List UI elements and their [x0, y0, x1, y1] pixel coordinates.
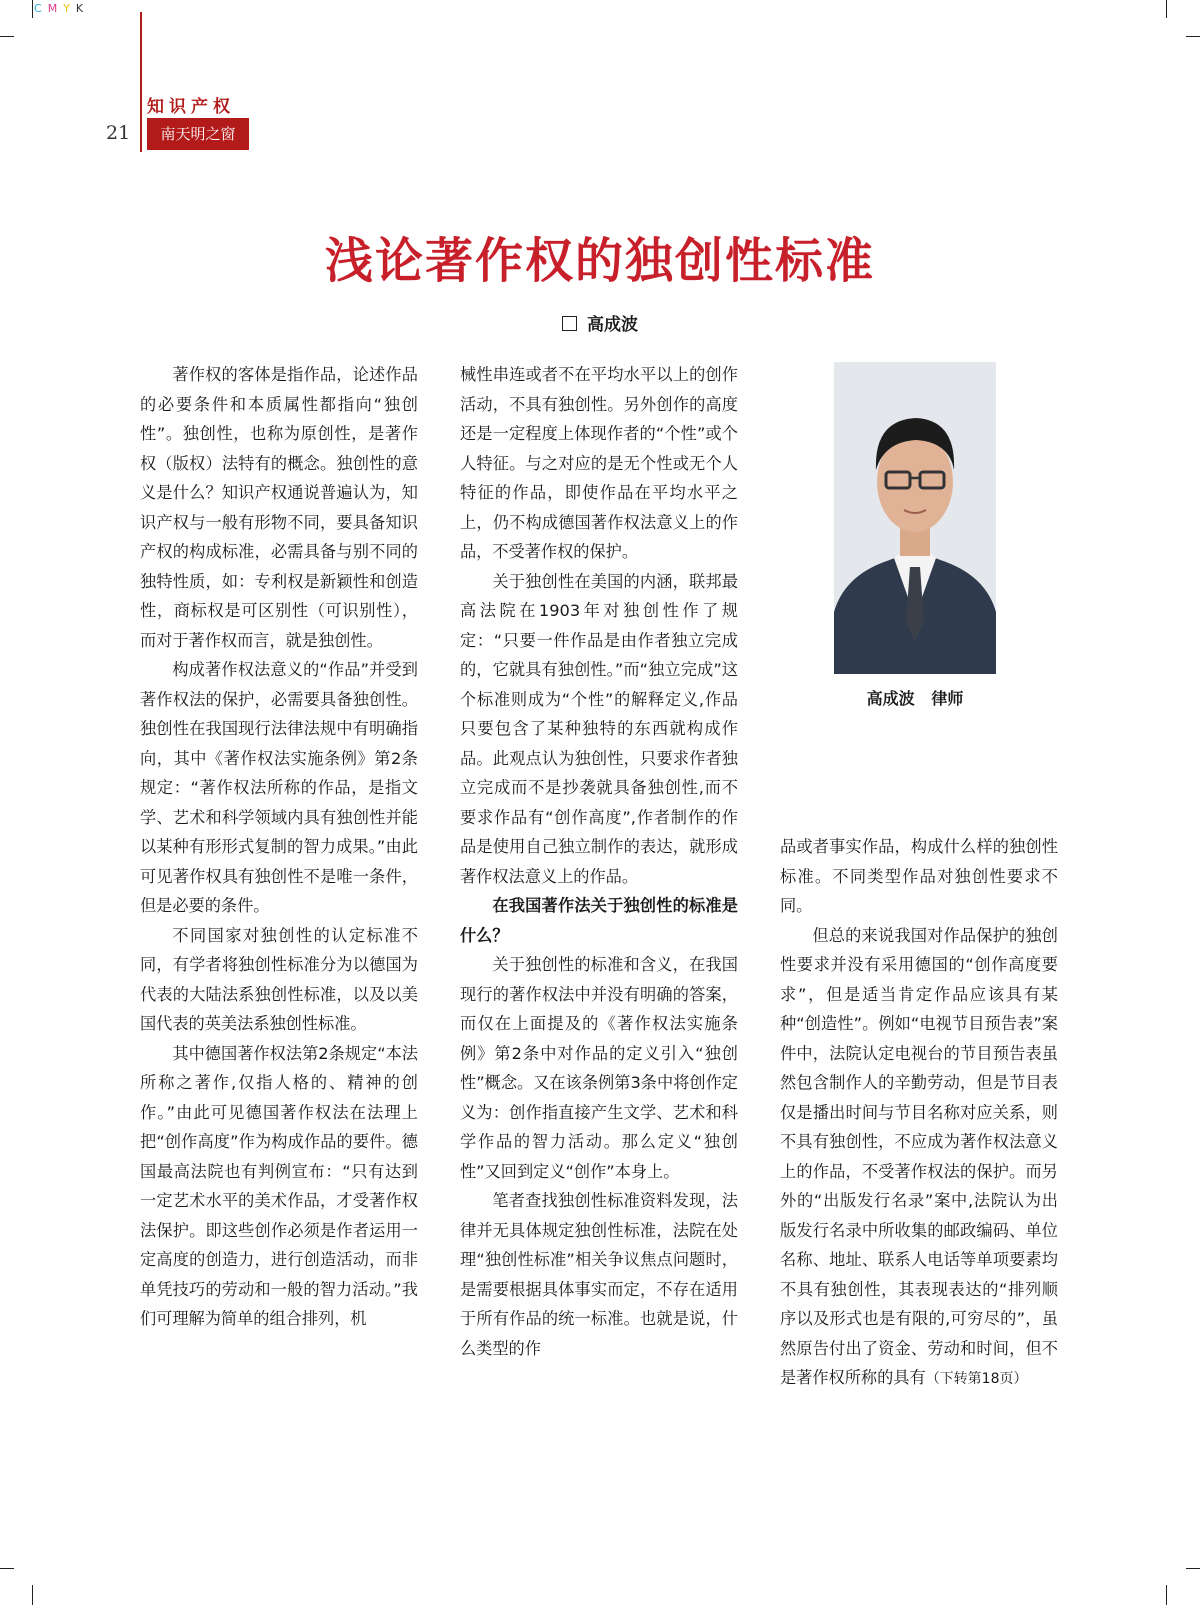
column-3: [780, 832, 1058, 1395]
paragraph: 其中德国著作权法第2条规定“本法所称之著作,仅指人格的、精神的创作。”由此可见德国著作权法在法理上把“创作高度”作为构成作品的要件。德国最高法院也有判例宣布：“只有达到一定艺术水平的美术作品，才受著作权法保护。即这些创作必须是作者运用一定高度的创造力，进行创造活动，而非单凭技巧的劳动和一般的智力活动。”我们可理解为简单的组合排列，机: [140, 1043, 418, 1328]
author-portrait: [834, 362, 996, 674]
paragraph: 关于独创性的标准和含义，在我国现行的著作权法中并没有明确的答案，而仅在上面提及的《著作权法实施条例》第2条中对作品的定义引入“独创性”概念。又在该条例第3条中将创作定义为：创作指直接产生文学、艺术和科学作品的智力活动。那么定义“独创性”又回到定义“创作”本身上。: [460, 955, 738, 1181]
paragraph: 械性串连或者不在平均水平以上的创作活动，不具有独创性。另外创作的高度还是一定程度上体现作者的“个性”或个人特征。与之对应的是无个性或无个人特征的作品，即使作品在平均水平之上，仍不构成德国著作权法意义上的作品，不受著作权的保护。: [460, 365, 738, 561]
crop-mark: [1186, 36, 1200, 37]
caption-name: 高成波: [866, 689, 915, 708]
header-rule: [140, 12, 142, 152]
paragraph: 关于独创性在美国的内涵，联邦最高法院在1903年对独创性作了规定：“只要一件作品是由作者独立完成的，它就具有独创性。”而“独立完成”这个标准则成为“个性”的解释定义,作品只要包含了某种独特的东西就构成作品。此观点认为独创性，只要求作者独立完成而不是抄袭就具备独创性,而不要求作品有“创作高度”,作者制作的作品是使用自己独立制作的表达，就形成著作权法意义上的作品。: [460, 571, 738, 886]
section-title: 知识产权: [147, 97, 235, 117]
continued-note: （下转第18页）: [925, 1371, 1028, 1387]
crop-mark: [32, 0, 33, 18]
crop-mark: [0, 1568, 14, 1569]
column-1: [140, 360, 418, 1334]
cmyk-m: M: [47, 2, 58, 15]
subheading: 在我国著作法关于独创性的标准是什么？: [460, 896, 738, 945]
cmyk-k: K: [75, 2, 84, 15]
crop-mark: [1166, 1585, 1167, 1605]
paragraph: 不同国家对独创性的认定标准不同，有学者将独创性标准分为以德国为代表的大陆法系独创性标准，以及以美国代表的英美法系独创性标准。: [140, 925, 418, 1033]
page-number: 21: [106, 122, 131, 144]
paragraph: 构成著作权法意义的“作品”并受到著作权法的保护，必需要具备独创性。独创性在我国现行法律法规中有明确指向，其中《著作权法实施条例》第2条规定：“著作权法所称的作品，是指文学、艺术和科学领域内具有独创性并能以某种有形形式复制的智力成果。”由此可见著作权具有独创性不是唯一条件，但是必要的条件。: [140, 660, 418, 915]
paragraph: [780, 921, 1058, 1395]
column-badge: 南天明之窗: [147, 118, 249, 150]
paragraph-text: 但总的来说我国对作品保护的独创性要求并没有采用德国的“创作高度要求”，但是适当肯定作品应该具有某种“创造性”。例如“电视节目预告表”案件中，法院认定电视台的节目预告表虽然包含制作人的辛勤劳动，但是节目表仅是播出时间与节目名称对应关系，则不具有独创性，不应成为著作权法意义上的作品，不受著作权法的保护。而另外的“出版发行名录”案中,法院认为出版发行名录中所收集的邮政编码、单位名称、地址、联系人电话等单项要素均不具有独创性，其表现表达的“排列顺序以及形式也是有限的,可穷尽的”，虽然原告付出了资金、劳动和时间，但不是著作权所称的具有: [780, 925, 1058, 1387]
author-name: 高成波: [587, 315, 638, 335]
column-2: [460, 360, 738, 1363]
crop-mark: [1186, 1568, 1200, 1569]
cmyk-y: Y: [63, 2, 70, 15]
photo-caption: [834, 686, 996, 709]
caption-role: 律师: [931, 689, 964, 708]
cmyk-c: C: [34, 2, 42, 15]
paragraph: 品或者事实作品，构成什么样的独创性标准。不同类型作品对独创性要求不同。: [780, 837, 1058, 915]
author-photo: [834, 362, 996, 674]
paragraph: 笔者查找独创性标准资料发现，法律并无具体规定独创性标准，法院在处理“独创性标准”相关争议焦点问题时，是需要根据具体事实而定，不存在适用于所有作品的统一标准。也就是说，什么类型的作: [460, 1191, 738, 1358]
byline: [0, 310, 1200, 335]
crop-mark: [1166, 0, 1167, 18]
article-title: 浅论著作权的独创性标准: [324, 233, 875, 289]
paragraph: 著作权的客体是指作品，论述作品的必要条件和本质属性都指向“独创性”。独创性，也称为原创性，是著作权（版权）法特有的概念。独创性的意义是什么？知识产权通说普遍认为，知识产权与一般有形物不同，要具备知识产权的构成标准，必需具备与别不同的独特性质，如：专利权是新颖性和创造性，商标权是可区别性（可识别性），而对于著作权而言，就是独创性。: [140, 365, 418, 650]
crop-mark: [0, 36, 14, 37]
color-registration-strip: [34, 2, 83, 15]
square-icon: [562, 316, 577, 331]
crop-mark: [32, 1585, 33, 1605]
